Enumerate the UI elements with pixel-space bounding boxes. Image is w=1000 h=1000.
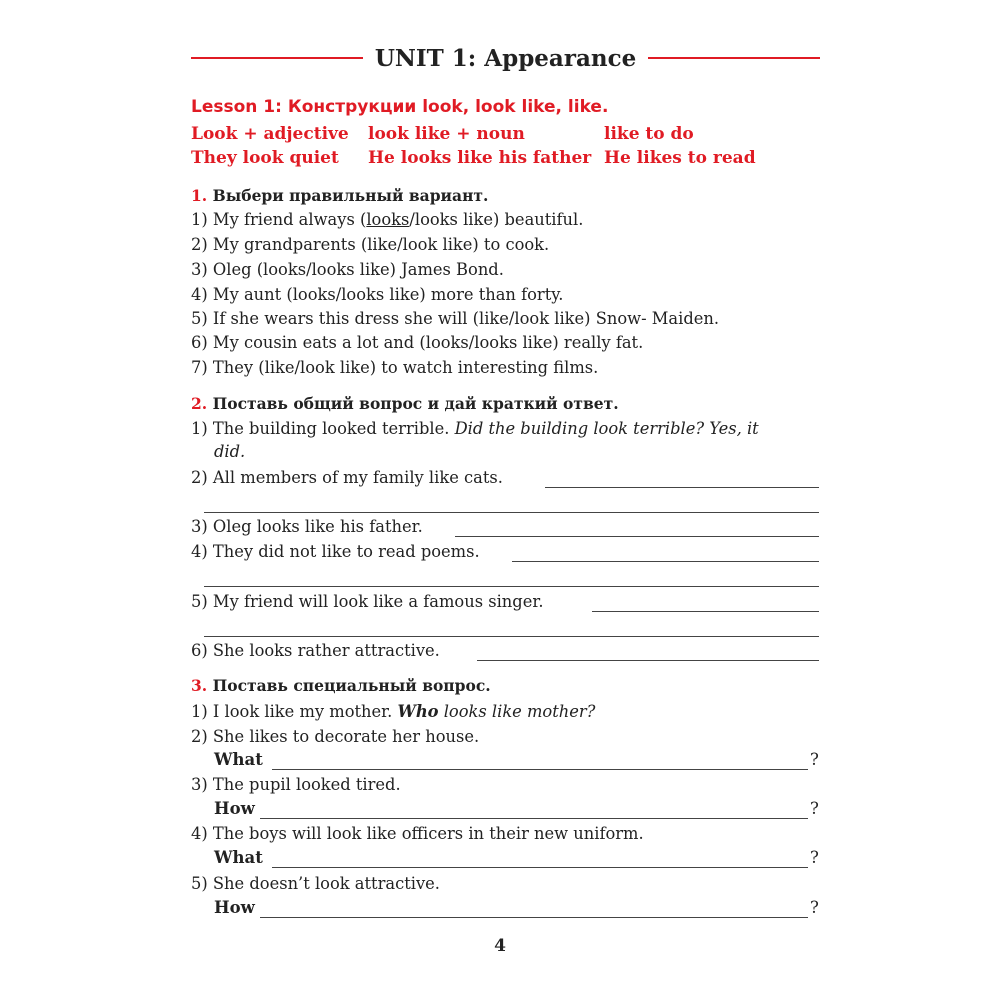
item-text: She likes to decorate her house. — [212, 727, 480, 746]
ex3-item-5 — [191, 873, 440, 895]
exercise-3-title — [191, 676, 491, 695]
answer-line[interactable] — [455, 536, 819, 537]
item-number: 4) — [191, 824, 208, 843]
item-number: 6) — [191, 641, 208, 660]
item-number: 5) — [191, 874, 208, 893]
question-word: How — [214, 898, 255, 917]
item-text: Oleg looks like his father. — [212, 517, 423, 536]
question-mark: ? — [810, 898, 819, 917]
header-rule-right — [648, 57, 820, 59]
question-mark: ? — [810, 750, 819, 769]
answer-line[interactable] — [204, 586, 819, 587]
exercise-3-number: 3. — [191, 676, 208, 695]
example-answer-rest: looks like mother? — [438, 702, 596, 721]
question-word: What — [214, 750, 263, 769]
ex2-item-2 — [191, 467, 503, 489]
ex1-item-7 — [191, 357, 598, 379]
ex2-example — [191, 418, 759, 440]
ex1-item-4 — [191, 284, 563, 306]
ex3-item-4 — [191, 823, 644, 845]
item-number: 5) — [191, 309, 208, 328]
unit-title: UNIT 1: Appearance — [374, 44, 637, 72]
item-number: 2) — [191, 468, 208, 487]
item-text: All members of my family like cats. — [212, 468, 503, 487]
item-text: The pupil looked tired. — [212, 775, 401, 794]
question-word: What — [214, 848, 263, 867]
item-text: I look like my mother. — [212, 702, 393, 721]
ex2-example-answer-cont: did. — [214, 442, 246, 461]
example-look-quiet: They look quiet — [191, 148, 339, 168]
answer-line[interactable] — [477, 660, 819, 661]
item-text: She looks rather attractive. — [212, 641, 440, 660]
item-number: 3) — [191, 775, 208, 794]
item-text: They did not like to read poems. — [212, 542, 480, 561]
page-number: 4 — [494, 936, 506, 956]
item-text: She doesn’t look attractive. — [212, 874, 440, 893]
item-number: 4) — [191, 285, 208, 304]
lesson-title: Lesson 1: Конструкции look, look like, like. — [191, 97, 609, 117]
pattern-look-adjective: Look + adjective — [191, 124, 349, 144]
item-number: 7) — [191, 358, 208, 377]
answer-line[interactable] — [204, 636, 819, 637]
answer-line[interactable] — [272, 867, 808, 868]
ex2-item-5 — [191, 591, 544, 613]
item-text: Oleg (looks/looks like) James Bond. — [212, 260, 504, 279]
unit-header — [191, 40, 820, 76]
pattern-row-rules — [191, 124, 791, 148]
ex1-item-6 — [191, 332, 643, 354]
example-answer: Did the building look terrible? Yes, it — [454, 419, 759, 438]
example-likes-to-read: He likes to read — [604, 148, 756, 168]
ex3-item-2 — [191, 726, 479, 748]
answer-line[interactable] — [592, 611, 819, 612]
question-mark: ? — [810, 848, 819, 867]
ex2-item-3 — [191, 516, 423, 538]
answer-line[interactable] — [272, 769, 808, 770]
item-text: My cousin eats a lot and (looks/looks like) really fat. — [212, 333, 644, 352]
item-text: The boys will look like officers in their new uniform. — [212, 824, 644, 843]
item-number: 3) — [191, 517, 208, 536]
question-word: How — [214, 799, 255, 818]
exercise-1-title — [191, 186, 488, 205]
exercise-1-instruction: Выбери правильный вариант. — [212, 186, 489, 205]
item-text: My grandparents (like/look like) to cook. — [212, 235, 550, 254]
exercise-2-number: 2. — [191, 394, 208, 413]
answer-line[interactable] — [260, 818, 808, 819]
underlined-answer: looks — [366, 210, 410, 229]
ex3-example — [191, 701, 595, 723]
answer-line[interactable] — [545, 487, 819, 488]
item-number: 1) — [191, 210, 208, 229]
item-text: My friend will look like a famous singer. — [212, 592, 544, 611]
example-answer-word: Who — [397, 702, 439, 721]
item-text: If she wears this dress she will (like/look like) Snow- Maiden. — [212, 309, 720, 328]
item-number: 6) — [191, 333, 208, 352]
item-number: 2) — [191, 727, 208, 746]
ex1-item-5 — [191, 308, 719, 330]
item-number: 5) — [191, 592, 208, 611]
item-text: My aunt (looks/looks like) more than forty. — [212, 285, 564, 304]
ex1-item-2 — [191, 234, 549, 256]
exercise-2-instruction: Поставь общий вопрос и дай краткий ответ. — [212, 394, 619, 413]
item-number: 1) — [191, 419, 208, 438]
ex2-item-6 — [191, 640, 440, 662]
item-text-post: /looks like) beautiful. — [409, 210, 584, 229]
ex2-item-4 — [191, 541, 480, 563]
item-number: 3) — [191, 260, 208, 279]
item-number: 1) — [191, 702, 208, 721]
answer-line[interactable] — [204, 512, 819, 513]
pattern-row-examples — [191, 148, 791, 172]
exercise-3-instruction: Поставь специальный вопрос. — [212, 676, 491, 695]
header-rule-left — [191, 57, 363, 59]
item-number: 4) — [191, 542, 208, 561]
example-looks-like-father: He looks like his father — [368, 148, 592, 168]
item-number: 2) — [191, 235, 208, 254]
ex3-item-3 — [191, 774, 401, 796]
item-text: The building looked terrible. — [212, 419, 450, 438]
exercise-1-number: 1. — [191, 186, 208, 205]
item-text: They (like/look like) to watch interesting films. — [212, 358, 599, 377]
ex1-item-1 — [191, 209, 583, 231]
ex1-item-3 — [191, 259, 504, 281]
item-text-pre: My friend always ( — [212, 210, 367, 229]
answer-line[interactable] — [260, 917, 808, 918]
answer-line[interactable] — [512, 561, 819, 562]
pattern-like-to-do: like to do — [604, 124, 694, 144]
pattern-look-like-noun: look like + noun — [368, 124, 525, 144]
exercise-2-title — [191, 394, 619, 413]
question-mark: ? — [810, 799, 819, 818]
